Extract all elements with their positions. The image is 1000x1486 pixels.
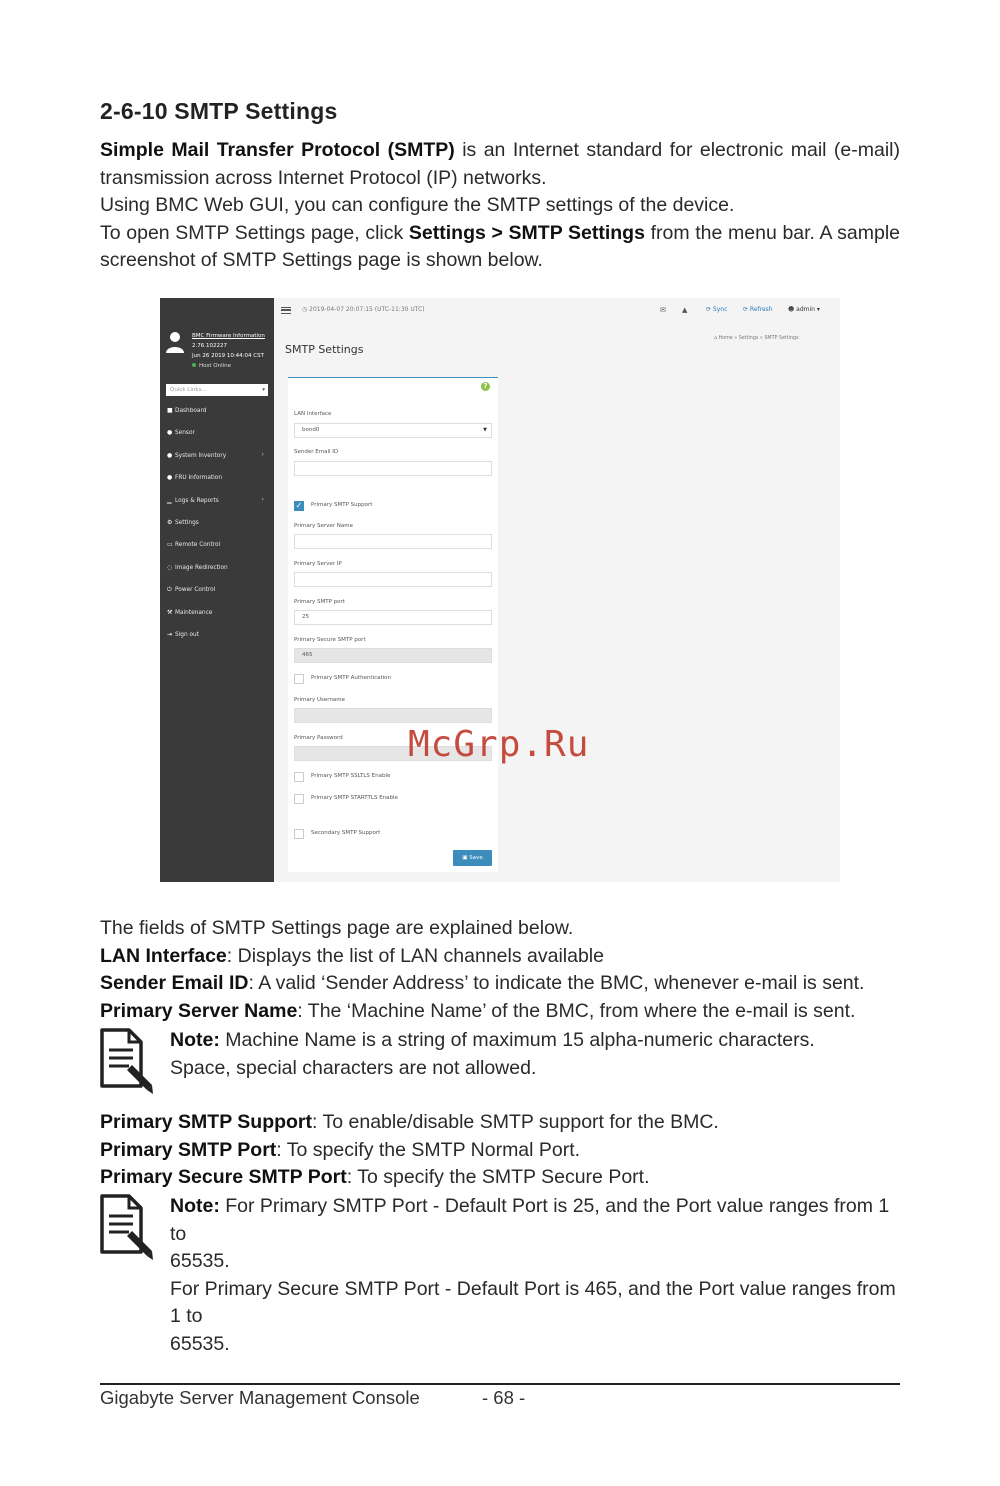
lan-term: LAN Interface <box>100 944 227 967</box>
sync-button[interactable]: ⟳ Sync <box>706 306 728 313</box>
note-2-text: For Primary SMTP Port - Default Port is 25, and the Port value ranges from 1 to <box>170 1195 890 1245</box>
firmware-version: 2.76.102227 <box>192 343 227 349</box>
sidebar-item-label: Image Redirection <box>175 564 228 571</box>
port-desc: : To specify the SMTP Normal Port. <box>276 1138 581 1161</box>
primary-secure-port-input[interactable]: 465 <box>294 648 492 663</box>
server-term: Primary Server Name <box>100 999 298 1022</box>
menu-item-icon: ⏻ <box>167 586 172 594</box>
menu-item-icon: ⇥ <box>167 630 173 638</box>
sidebar-item-label: Sign out <box>175 631 199 638</box>
host-status-label: Host Online <box>199 363 232 369</box>
note-icon <box>99 1192 155 1262</box>
menu-item-icon: ● <box>167 429 173 437</box>
refresh-button[interactable]: ⟳ Refresh <box>743 306 773 313</box>
sidebar-item[interactable] <box>167 609 267 631</box>
primary-username-input[interactable] <box>294 708 492 723</box>
sidebar-item[interactable] <box>167 474 267 496</box>
lan-interface-label: LAN Interface <box>294 411 332 417</box>
sidebar-item-label: Remote Control <box>175 542 221 549</box>
menu-item-icon: ▁ <box>167 496 172 504</box>
primary-smtp-auth-checkbox[interactable] <box>294 674 304 684</box>
sidebar-menu <box>167 407 267 653</box>
field-port <box>100 1137 900 1165</box>
note-2-line-1 <box>170 1193 900 1248</box>
smtp-term: Simple Mail Transfer Protocol (SMTP) <box>100 139 455 161</box>
mail-icon[interactable]: ✉ <box>660 306 666 314</box>
fields-block-2 <box>100 1109 900 1192</box>
sender-email-label: Sender Email ID <box>294 449 339 455</box>
chevron-right-icon: › <box>261 496 264 503</box>
intro-line-1 <box>100 137 900 165</box>
sidebar-item[interactable] <box>167 519 267 541</box>
sidebar-item-label: Dashboard <box>175 408 207 414</box>
menu-item-icon: ▭ <box>167 541 173 549</box>
primary-smtp-auth-label: Primary SMTP Authentication <box>311 675 392 681</box>
fields-intro: The fields of SMTP Settings page are explained below. <box>100 917 574 939</box>
note-1-line-2: Space, special characters are not allowed. <box>170 1056 537 1079</box>
firmware-info <box>192 331 265 371</box>
save-icon: ▣ <box>462 855 470 861</box>
open-menu-path: Settings > SMTP Settings <box>408 221 645 244</box>
sidebar-item[interactable] <box>167 564 267 586</box>
primary-server-name-input[interactable] <box>294 534 492 549</box>
smtp-form-panel <box>288 377 498 872</box>
sidebar-item[interactable] <box>167 497 267 519</box>
note-1 <box>170 1027 900 1082</box>
field-secure <box>100 1164 900 1192</box>
top-bar <box>274 298 840 322</box>
menu-toggle-icon[interactable] <box>281 307 291 314</box>
field-sender <box>100 970 900 998</box>
chevron-down-icon: ▾ <box>262 387 265 393</box>
breadcrumb[interactable]: ⌂ Home » Settings » SMTP Settings <box>714 336 799 341</box>
menu-item-icon: ■ <box>167 407 173 414</box>
menu-item-icon: ⚒ <box>167 608 173 616</box>
sidebar-item-label: Maintenance <box>175 609 213 616</box>
page-number: - 68 - <box>482 1387 526 1408</box>
primary-server-name-label: Primary Server Name <box>294 523 354 529</box>
secure-term: Primary Secure SMTP Port <box>100 1166 347 1188</box>
clock: ◷ 2019-04-07 20:07:15 (UTC-11:30 UTC) <box>302 306 425 313</box>
sidebar-item-label: FRU Information <box>175 475 223 482</box>
quick-links-placeholder: Quick Links... <box>170 387 207 393</box>
menu-item-icon: ⚙ <box>167 518 173 526</box>
primary-username-label: Primary Username <box>294 697 346 703</box>
field-server <box>100 998 900 1026</box>
footer-divider <box>100 1383 900 1385</box>
starttls-checkbox[interactable] <box>294 794 304 804</box>
user-menu[interactable]: ☻ admin ▾ <box>788 306 820 313</box>
menu-item-icon: ◌ <box>167 563 173 571</box>
note-2-line-4: 65535. <box>170 1332 230 1355</box>
note-2-line-3: For Primary Secure SMTP Port - Default Port is 465, and the Port value ranges from 1 to <box>170 1277 896 1327</box>
quick-links-select[interactable] <box>166 384 268 396</box>
host-status <box>192 361 265 371</box>
sidebar-item[interactable] <box>167 586 267 608</box>
field-lan <box>100 943 900 971</box>
open-prefix: To open SMTP Settings page, click <box>100 221 409 244</box>
primary-server-ip-input[interactable] <box>294 572 492 587</box>
status-dot-icon <box>192 363 196 367</box>
note-1-line-1 <box>170 1027 900 1055</box>
watermark: McGrp.Ru <box>408 724 590 765</box>
ssl-tls-checkbox[interactable] <box>294 772 304 782</box>
menu-item-icon: ● <box>167 474 173 482</box>
primary-smtp-support-checkbox[interactable]: ✓ <box>295 501 303 510</box>
footer-title: Gigabyte Server Management Console <box>100 1387 420 1408</box>
sidebar-item[interactable] <box>167 429 267 451</box>
sidebar-item-label: Settings <box>175 519 199 526</box>
sidebar-item[interactable] <box>167 631 267 653</box>
note-2-label: Note: <box>170 1195 220 1217</box>
chevron-right-icon: › <box>261 451 264 458</box>
menu-item-icon: ● <box>167 451 173 459</box>
support-desc: : To enable/disable SMTP support for the BMC. <box>312 1111 719 1133</box>
secondary-smtp-support-checkbox[interactable] <box>294 829 304 839</box>
support-term: Primary SMTP Support <box>100 1111 313 1133</box>
note-2 <box>170 1193 900 1358</box>
sidebar-item-label: System Inventory <box>175 452 227 459</box>
smtp-settings-screenshot <box>160 298 840 882</box>
sidebar-item[interactable] <box>167 452 267 474</box>
intro-line-5: screenshot of SMTP Settings page is shown below. <box>100 249 543 271</box>
section-heading: 2-6-10 SMTP Settings <box>100 98 338 124</box>
lan-interface-select[interactable] <box>294 423 492 438</box>
primary-secure-port-label: Primary Secure SMTP port <box>294 637 366 643</box>
intro-paragraph <box>100 137 900 275</box>
secure-desc: : To specify the SMTP Secure Port. <box>346 1166 650 1188</box>
help-icon[interactable]: ? <box>481 382 490 391</box>
note-1-label: Note: <box>170 1029 220 1051</box>
secondary-smtp-support-label: Secondary SMTP Support <box>311 830 381 836</box>
lan-interface-value: bond0 <box>302 427 320 433</box>
chevron-down-icon: ▼ <box>483 427 487 433</box>
intro-line-3: Using BMC Web GUI, you can configure the SMTP settings of the device. <box>100 194 735 216</box>
primary-server-ip-label: Primary Server IP <box>294 561 342 567</box>
sender-term: Sender Email ID <box>100 972 249 994</box>
user-avatar-icon <box>165 331 185 353</box>
note-2-line-2: 65535. <box>170 1250 230 1272</box>
firmware-date: Jun 26 2019 10:44:04 CST <box>192 353 264 359</box>
sidebar <box>160 298 274 882</box>
warning-icon[interactable]: ▲ <box>682 306 688 314</box>
intro-line-2: transmission across Internet Protocol (IP) networks. <box>100 166 547 189</box>
fields-block-1 <box>100 915 900 1025</box>
field-support <box>100 1109 900 1137</box>
server-desc: : The ‘Machine Name’ of the BMC, from where the e-mail is sent. <box>297 999 856 1022</box>
port-term: Primary SMTP Port <box>100 1138 277 1161</box>
firmware-title[interactable]: BMC Firmware Information <box>192 333 265 339</box>
smtp-desc-1: is an Internet standard for electronic mail (e-mail) <box>454 139 900 161</box>
note-icon <box>99 1026 155 1096</box>
sidebar-item-label: Logs & Reports <box>175 497 219 504</box>
sender-desc: : A valid ‘Sender Address’ to indicate the BMC, whenever e-mail is sent. <box>248 972 865 994</box>
primary-password-label: Primary Password <box>294 735 343 741</box>
note-1-text: Machine Name is a string of maximum 15 alpha-numeric characters. <box>219 1029 815 1051</box>
primary-smtp-port-label: Primary SMTP port <box>294 599 345 605</box>
primary-smtp-port-input[interactable]: 25 <box>294 610 492 625</box>
page-title: SMTP Settings <box>285 343 364 356</box>
open-suffix: from the menu bar. A sample <box>644 221 901 244</box>
sidebar-item-label: Power Control <box>175 587 216 594</box>
starttls-label: Primary SMTP STARTTLS Enable <box>311 795 398 801</box>
save-button[interactable] <box>453 850 492 866</box>
sender-email-input[interactable] <box>294 461 492 476</box>
sidebar-item[interactable] <box>167 541 267 563</box>
ssl-tls-label: Primary SMTP SSLTLS Enable <box>311 773 391 779</box>
intro-line-4 <box>100 220 900 248</box>
sidebar-item[interactable] <box>167 407 267 429</box>
lan-desc: : Displays the list of LAN channels available <box>226 944 604 967</box>
sidebar-item-label: Sensor <box>175 430 195 437</box>
primary-smtp-support-label: Primary SMTP Support <box>311 502 373 508</box>
save-label: Save <box>469 855 483 861</box>
